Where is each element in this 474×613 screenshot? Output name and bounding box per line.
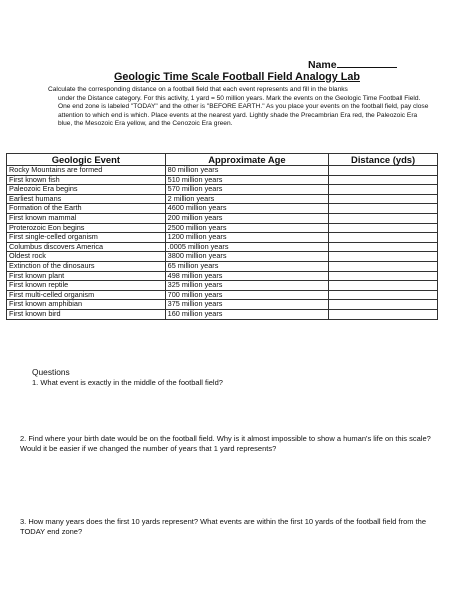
event-cell: Extinction of the dinosaurs [7,261,166,271]
table-row [7,271,438,281]
distance-cell[interactable] [329,204,438,214]
table-row [7,261,438,271]
distance-cell[interactable] [329,242,438,252]
distance-cell[interactable] [329,300,438,310]
name-label: Name [308,59,337,71]
distance-cell[interactable] [329,281,438,291]
name-blank-line[interactable] [337,58,397,68]
event-cell: First known bird [7,309,166,319]
age-cell: 2500 million years [165,223,329,233]
distance-cell[interactable] [329,166,438,176]
question-1: 1. What event is exactly in the middle of the football field? [32,378,223,387]
event-cell: First multi-celled organism [7,290,166,300]
age-cell: 160 million years [165,309,329,319]
event-cell: First known mammal [7,213,166,223]
event-cell: Formation of the Earth [7,204,166,214]
event-cell: Oldest rock [7,252,166,262]
event-cell: First known plant [7,271,166,281]
table-row [7,281,438,291]
event-cell: First single-celled organism [7,233,166,243]
distance-cell[interactable] [329,213,438,223]
event-cell: Proterozoic Eon begins [7,223,166,233]
questions-heading: Questions [32,367,70,377]
distance-cell[interactable] [329,309,438,319]
distance-cell[interactable] [329,175,438,185]
table-row [7,233,438,243]
events-table [6,153,438,320]
distance-cell[interactable] [329,223,438,233]
name-field [308,58,397,71]
table-row [7,309,438,319]
question-3: 3. How many years does the first 10 yards represent? What events are within the first 10 yards of the football field from the TODAY end zone? [20,517,427,536]
distance-cell[interactable] [329,261,438,271]
event-cell: First known fish [7,175,166,185]
age-cell: 4600 million years [165,204,329,214]
question-2: 2. Find where your birth date would be on the football field. Why is it almost impossible to show a human's life on this scale? Would it be easier if we changed the number of years that 1 yard represents? [20,434,431,453]
distance-cell[interactable] [329,185,438,195]
instructions-first-line: Calculate the corresponding distance on a football field that each event represents and fill in the blanks [48,86,348,93]
instructions-paragraph [48,86,433,129]
distance-cell[interactable] [329,233,438,243]
age-cell: 700 million years [165,290,329,300]
age-cell: 325 million years [165,281,329,291]
distance-cell[interactable] [329,194,438,204]
header-approximate-age: Approximate Age [165,154,329,166]
table-header-row [7,154,438,166]
age-cell: 1200 million years [165,233,329,243]
age-cell: 65 million years [165,261,329,271]
table-row [7,166,438,176]
age-cell: 375 million years [165,300,329,310]
header-distance: Distance (yds) [329,154,438,166]
event-cell: Paleozoic Era begins [7,185,166,195]
header-geologic-event: Geologic Event [7,154,166,166]
age-cell: 498 million years [165,271,329,281]
page-title: Geologic Time Scale Football Field Analogy Lab [114,71,360,83]
table-row [7,252,438,262]
age-cell: 510 million years [165,175,329,185]
distance-cell[interactable] [329,271,438,281]
age-cell: 3800 million years [165,252,329,262]
event-cell: Rocky Mountains are formed [7,166,166,176]
event-cell: First known amphibian [7,300,166,310]
table-row [7,185,438,195]
distance-cell[interactable] [329,252,438,262]
age-cell: 80 million years [165,166,329,176]
event-cell: Columbus discovers America [7,242,166,252]
table-row [7,300,438,310]
age-cell: .0005 million years [165,242,329,252]
event-cell: Earliest humans [7,194,166,204]
age-cell: 200 million years [165,213,329,223]
distance-cell[interactable] [329,290,438,300]
age-cell: 570 million years [165,185,329,195]
instructions-body: under the Distance category. For this activity, 1 yard = 50 million years. Mark the events on the Geologic Time Football Field. One end zone is labeled "TODAY" and the other is "BEFORE EARTH." As you place your events on the football field, pay close attention to which end is which. Place events at the nearest yard. Lightly shade the Precambrian Era red, the Paleozoic Era blue, the Mesozoic Era yellow, and the Cenozoic Era green. [58,94,429,127]
table-row [7,213,438,223]
event-cell: First known reptile [7,281,166,291]
age-cell: 2 million years [165,194,329,204]
